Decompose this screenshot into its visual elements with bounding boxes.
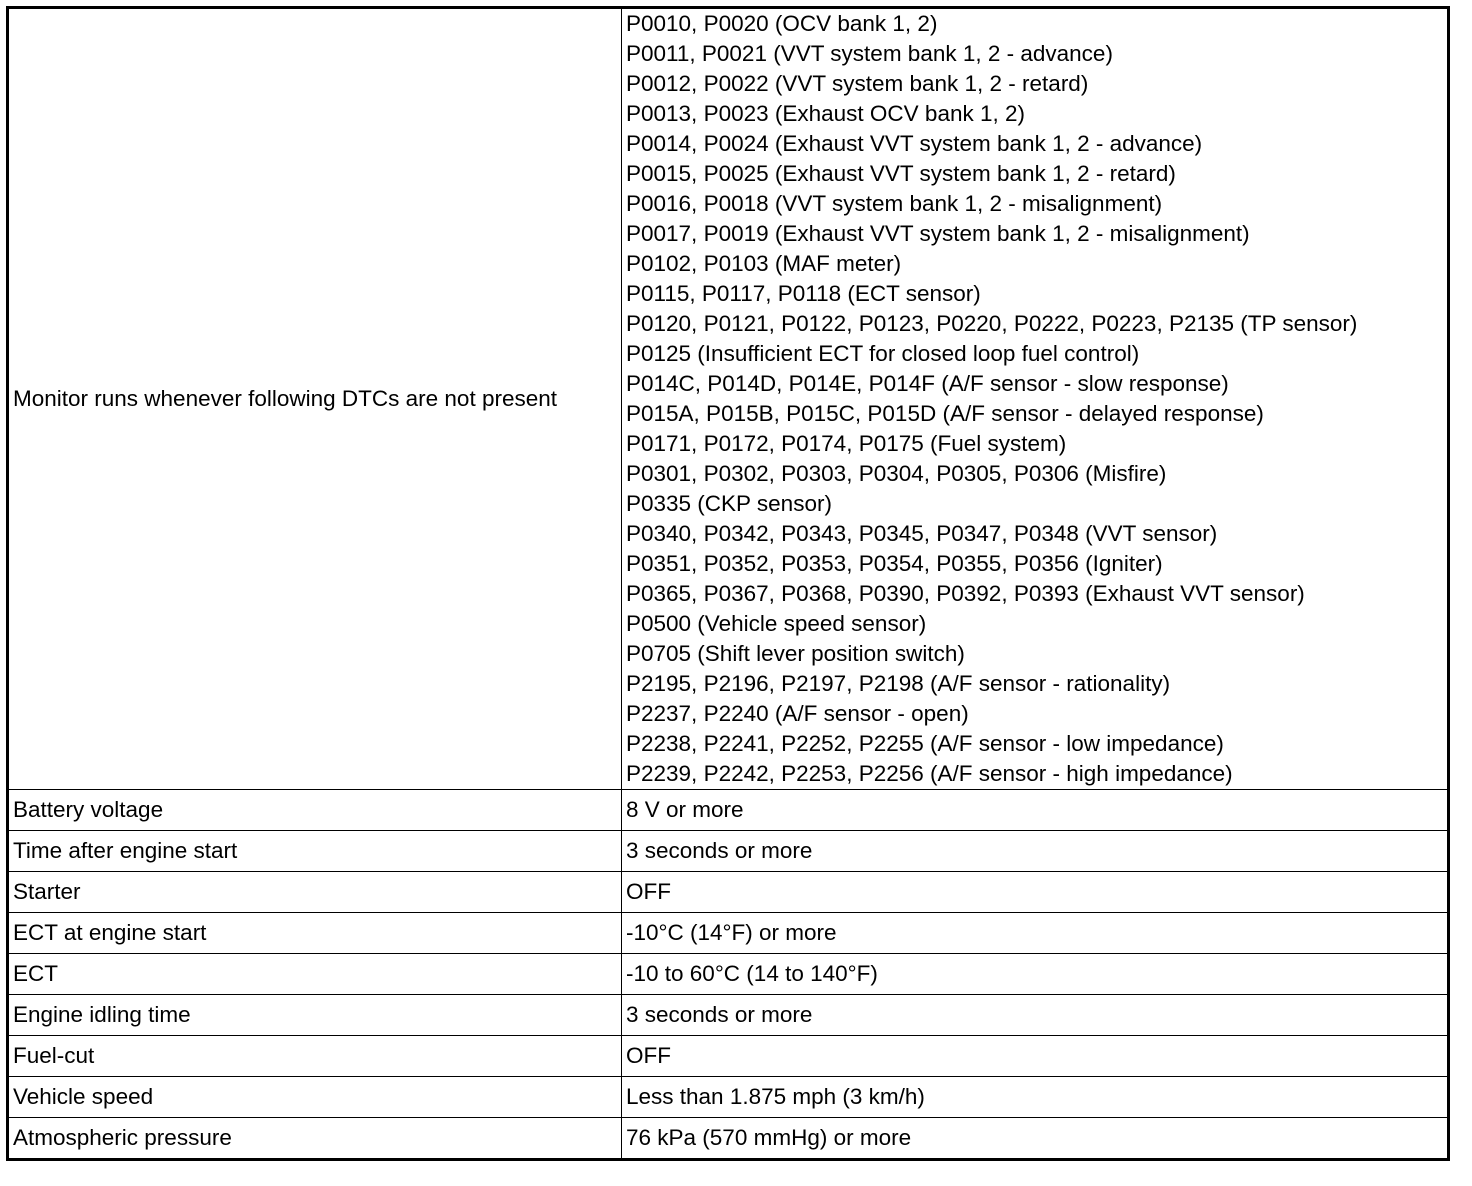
- dtc-list-item: P2238, P2241, P2252, P2255 (A/F sensor - low impedance): [626, 731, 1224, 756]
- condition-row-fuel-cut: [8, 1036, 1449, 1077]
- condition-row-ect-at-start: [8, 913, 1449, 954]
- dtc-list-item: P0011, P0021 (VVT system bank 1, 2 - advance): [626, 41, 1113, 66]
- condition-value: 76 kPa (570 mmHg) or more: [622, 1118, 1449, 1160]
- monitor-conditions-table: [6, 6, 1450, 1161]
- condition-row-ect: [8, 954, 1449, 995]
- condition-row-atmospheric-pressure: [8, 1118, 1449, 1160]
- condition-label: Fuel-cut: [8, 1036, 622, 1077]
- condition-value: OFF: [622, 872, 1449, 913]
- dtc-list-item: P0013, P0023 (Exhaust OCV bank 1, 2): [626, 101, 1025, 126]
- condition-value: -10°C (14°F) or more: [622, 913, 1449, 954]
- condition-value: 3 seconds or more: [622, 831, 1449, 872]
- condition-label: ECT at engine start: [8, 913, 622, 954]
- dtc-list-item: P0125 (Insufficient ECT for closed loop fuel control): [626, 341, 1140, 366]
- condition-label: Vehicle speed: [8, 1077, 622, 1118]
- dtc-list-cell: [622, 8, 1449, 790]
- condition-label: Battery voltage: [8, 790, 622, 831]
- condition-label: Time after engine start: [8, 831, 622, 872]
- condition-row-idling-time: [8, 995, 1449, 1036]
- condition-label: Starter: [8, 872, 622, 913]
- condition-row-battery-voltage: [8, 790, 1449, 831]
- dtc-list-item: P2237, P2240 (A/F sensor - open): [626, 701, 969, 726]
- conditions-table-body: [8, 8, 1449, 1160]
- dtc-list-item: P0017, P0019 (Exhaust VVT system bank 1, 2 - misalignment): [626, 221, 1250, 246]
- dtc-list-item: P0120, P0121, P0122, P0123, P0220, P0222, P0223, P2135 (TP sensor): [626, 311, 1358, 336]
- condition-value: 3 seconds or more: [622, 995, 1449, 1036]
- condition-label: Atmospheric pressure: [8, 1118, 622, 1160]
- dtc-list-item: P0102, P0103 (MAF meter): [626, 251, 902, 276]
- dtc-list-item: P0365, P0367, P0368, P0390, P0392, P0393 (Exhaust VVT sensor): [626, 581, 1305, 606]
- dtc-list-item: P2195, P2196, P2197, P2198 (A/F sensor - rationality): [626, 671, 1171, 696]
- dtc-list-item: P0351, P0352, P0353, P0354, P0355, P0356 (Igniter): [626, 551, 1163, 576]
- dtc-condition-row: [8, 8, 1449, 790]
- condition-value: 8 V or more: [622, 790, 1449, 831]
- dtc-list-item: P0500 (Vehicle speed sensor): [626, 611, 927, 636]
- dtc-list-item: P0705 (Shift lever position switch): [626, 641, 965, 666]
- dtc-list-item: P014C, P014D, P014E, P014F (A/F sensor - slow response): [626, 371, 1229, 396]
- dtc-list-item: P0301, P0302, P0303, P0304, P0305, P0306 (Misfire): [626, 461, 1167, 486]
- condition-label: ECT: [8, 954, 622, 995]
- dtc-list-item: P0010, P0020 (OCV bank 1, 2): [626, 11, 938, 36]
- dtc-list-item: P015A, P015B, P015C, P015D (A/F sensor - delayed response): [626, 401, 1264, 426]
- dtc-list-item: P0340, P0342, P0343, P0345, P0347, P0348 (VVT sensor): [626, 521, 1218, 546]
- dtc-list-item: P0012, P0022 (VVT system bank 1, 2 - retard): [626, 71, 1089, 96]
- dtc-list-item: P2239, P2242, P2253, P2256 (A/F sensor - high impedance): [626, 761, 1233, 786]
- dtc-list-item: P0335 (CKP sensor): [626, 491, 832, 516]
- dtc-list-item: P0016, P0018 (VVT system bank 1, 2 - misalignment): [626, 191, 1163, 216]
- condition-row-vehicle-speed: [8, 1077, 1449, 1118]
- condition-value: -10 to 60°C (14 to 140°F): [622, 954, 1449, 995]
- condition-row-time-after-start: [8, 831, 1449, 872]
- condition-value: OFF: [622, 1036, 1449, 1077]
- condition-row-starter: [8, 872, 1449, 913]
- dtc-list-item: P0171, P0172, P0174, P0175 (Fuel system): [626, 431, 1067, 456]
- dtc-condition-label: Monitor runs whenever following DTCs are not present: [8, 8, 622, 790]
- dtc-list-item: P0014, P0024 (Exhaust VVT system bank 1, 2 - advance): [626, 131, 1203, 156]
- dtc-list-item: P0115, P0117, P0118 (ECT sensor): [626, 281, 981, 306]
- condition-value: Less than 1.875 mph (3 km/h): [622, 1077, 1449, 1118]
- dtc-list-item: P0015, P0025 (Exhaust VVT system bank 1, 2 - retard): [626, 161, 1176, 186]
- condition-label: Engine idling time: [8, 995, 622, 1036]
